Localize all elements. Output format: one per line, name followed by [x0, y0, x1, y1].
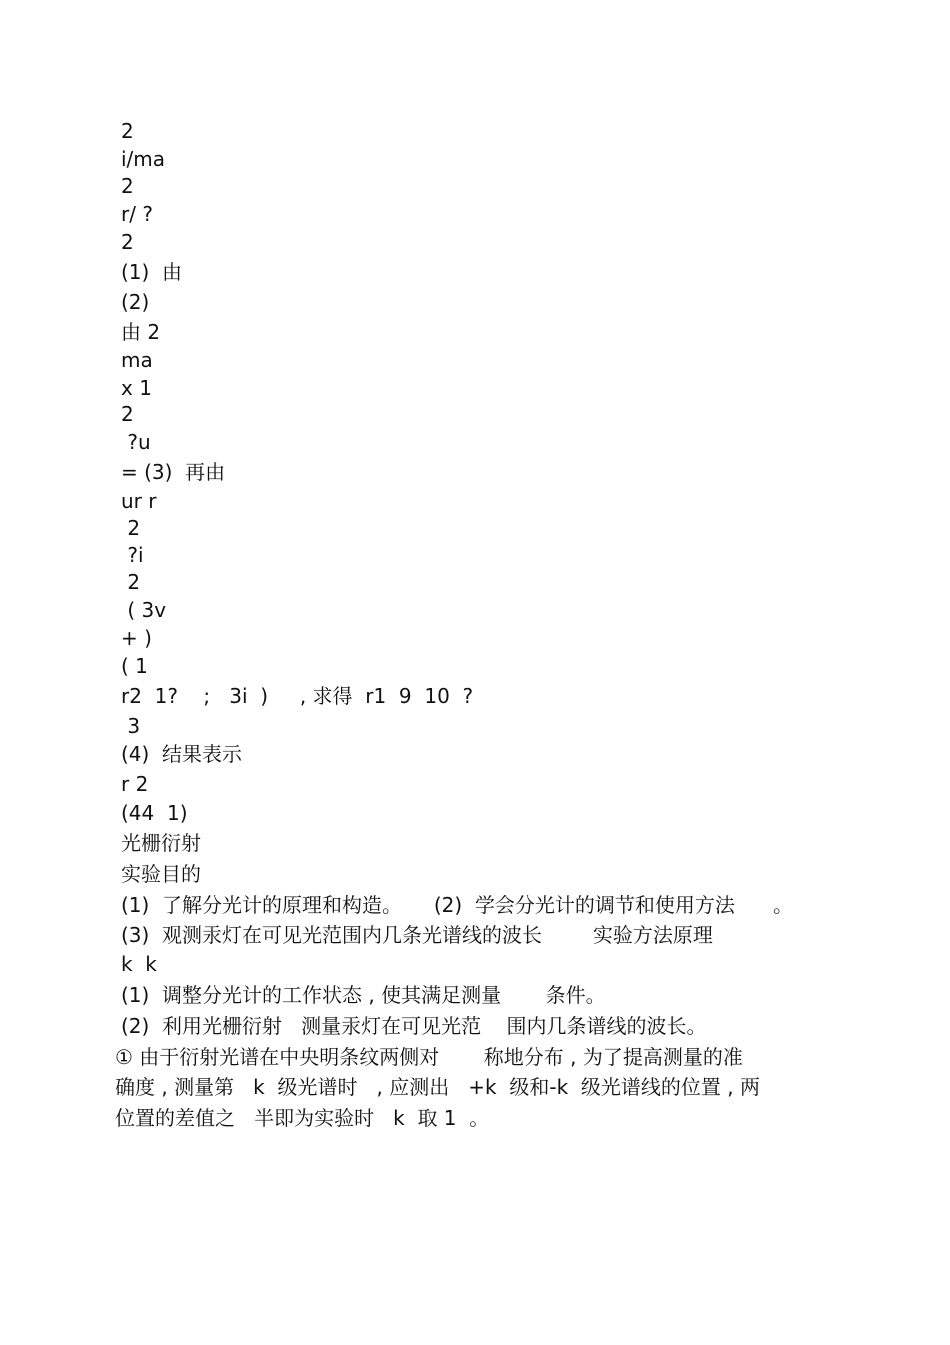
text-line: 2 [121, 516, 141, 540]
text-line: ?u [121, 430, 151, 454]
text-line: r 2 [121, 772, 149, 796]
text-line: ( 3v [121, 598, 167, 622]
text-line: k k [121, 952, 157, 976]
text-line: i/ma [121, 147, 166, 171]
text-line: r2 1? ; 3i ) , 求得 r1 9 10 ? [121, 684, 474, 708]
text-line: (3) 观测汞灯在可见光范围内几条光谱线的波长 实验方法原理 [121, 923, 713, 947]
text-line: 确度 , 测量第 k 级光谱时 , 应测出 +k 级和-k 级光谱线的位置 , 两 [115, 1075, 760, 1099]
text-line: 2 [121, 402, 134, 426]
text-line: 2 [121, 119, 134, 143]
text-line: x 1 [121, 376, 152, 400]
text-line: ma [121, 348, 153, 372]
text-line: ( 1 [121, 654, 148, 678]
text-line: 2 [121, 570, 141, 594]
text-line: ur r [121, 489, 157, 513]
text-line: (2) 利用光栅衍射 测量汞灯在可见光范 围内几条谱线的波长。 [121, 1014, 707, 1038]
text-line: (4) 结果表示 [121, 742, 243, 766]
section-heading: 光栅衍射 [121, 831, 201, 855]
text-line: 由 2 [121, 320, 161, 344]
text-line: 2 [121, 230, 134, 254]
text-line: (2) [121, 290, 150, 314]
text-line: (1) 了解分光计的原理和构造。 (2) 学会分光计的调节和使用方法 。 [121, 893, 794, 917]
text-line: (1) 由 [121, 260, 183, 284]
text-line: ?i [121, 543, 144, 567]
text-line: 3 [121, 714, 141, 738]
text-line: 2 [121, 174, 134, 198]
text-line: = (3) 再由 [121, 460, 226, 484]
text-line: ① 由于衍射光谱在中央明条纹两侧对 称地分布 , 为了提高测量的准 [115, 1045, 743, 1069]
text-line: (44 1) [121, 801, 188, 825]
text-line: + ) [121, 626, 152, 650]
text-line: (1) 调整分光计的工作状态 , 使其满足测量 条件。 [121, 983, 606, 1007]
text-line: r/ ? [121, 202, 153, 226]
text-line: 位置的差值之 半即为实验时 k 取 1 。 [115, 1106, 490, 1130]
section-heading: 实验目的 [121, 862, 201, 886]
